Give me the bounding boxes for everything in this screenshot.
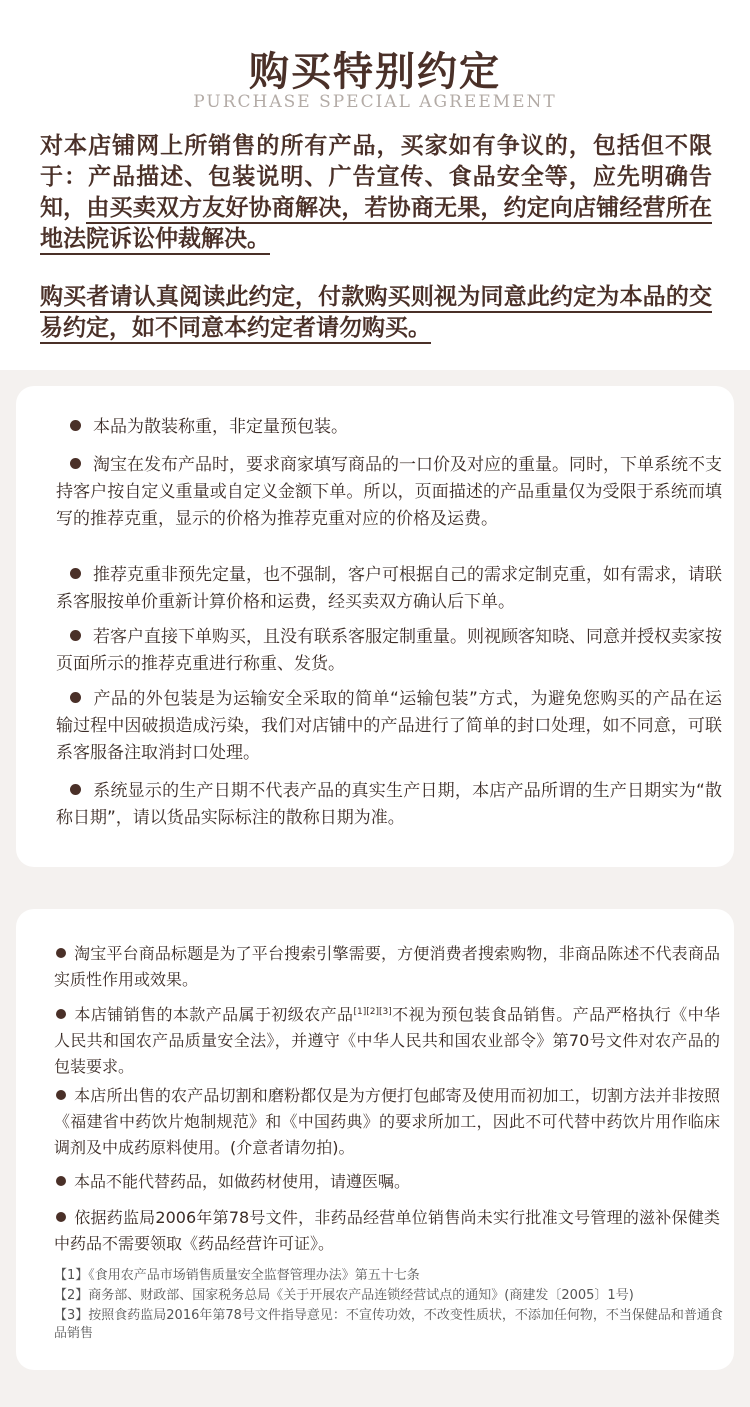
disclaimer-card xyxy=(16,909,734,1370)
intro-underlined-b: 约定向店铺经营所在地法院诉讼仲裁解决。 xyxy=(40,195,712,255)
list-item-text: 产品的外包装是为运输安全采取的简单“运输包装”方式，为避免您购买的产品在运输过程中因破损造成污染，我们对店铺中的产品进行了简单的封口处理，如不同意，可联系客服备注取消封口处理。 xyxy=(56,689,722,763)
intro-paragraph-2 xyxy=(40,282,712,344)
list-item-text: 淘宝平台商品标题是为了平台搜索引擎需要，方便消费者搜索购物，非商品陈述不代表商品实质性作用或效果。 xyxy=(54,944,720,989)
footnote-ref: [1] xyxy=(353,1007,367,1017)
bullet-icon xyxy=(70,458,81,469)
bullet-icon xyxy=(70,420,81,431)
list-item-text: 本品为散装称重，非定量预包装。 xyxy=(93,417,348,437)
page-title: 购买特别约定 xyxy=(249,49,501,95)
list-item-text: 推荐克重非预先定量，也不强制，客户可根据自己的需求定制克重，如有需求，请联系客服按单价重新计算价格和运费，经买卖双方确认后下单。 xyxy=(56,565,722,612)
list-item xyxy=(54,1083,720,1161)
intro-p2-line-b: 本品的交易约定，如不同意本约定者请勿购买。 xyxy=(40,284,712,344)
bullet-icon xyxy=(70,692,81,703)
list-item-text: 淘宝在发布产品时，要求商家填写商品的一口价及对应的重量。同时，下单系统不支持客户按自定义重量或自定义金额下单。所以，页面描述的产品重量仅为受限于系统而填写的推荐克重，显示的价格为推荐克重对应的价格及运费。 xyxy=(56,455,722,529)
list-item xyxy=(56,624,722,678)
list-item xyxy=(56,562,722,616)
header xyxy=(0,0,750,370)
bullet-icon xyxy=(56,1009,66,1019)
list-item xyxy=(56,778,722,832)
list-item-text: 若客户直接下单购买，且没有联系客服定制重量。则视顾客知晓、同意并授权卖家按页面所示的推荐克重进行称重、发货。 xyxy=(56,627,722,674)
list-item-text: 不视为预包装食品销售。产品严格执行《中华人民共和国农产品质量安全法》，并遵守《中华人民共和国农业部令》第70号文件对农产品的包装要求。 xyxy=(54,1005,720,1076)
list-item xyxy=(56,686,722,767)
list-item xyxy=(56,414,722,441)
list-item xyxy=(54,1205,720,1257)
intro-underlined-a: 由买卖双方友好协商解决，若协商无果， xyxy=(86,195,503,224)
terms-card xyxy=(16,386,734,867)
intro-paragraph-1 xyxy=(40,131,712,255)
intro-p2-line-a: 购买者请认真阅读此约定，付款购买则视为同意此约定为 xyxy=(40,284,619,313)
list-item xyxy=(54,999,720,1080)
bullet-icon xyxy=(70,568,81,579)
page-subtitle: PURCHASE SPECIAL AGREEMENT xyxy=(193,92,557,112)
list-item-text: 本店铺销售的本款产品属于初级农产品 xyxy=(74,1005,354,1024)
list-item-text: 系统显示的生产日期不代表产品的真实生产日期，本店产品所谓的生产日期实为“散称日期”，请以货品实际标注的散称日期为准。 xyxy=(56,781,722,828)
footnote: 【2】商务部、财政部、国家税务总局《关于开展农产品连锁经营试点的通知》(商建发〔2005〕1号) xyxy=(54,1288,634,1303)
footnote: 【3】按照食药监局2016年第78号文件指导意见：不宣传功效，不改变性质状，不添加任何物，不当保健品和普通食品销售 xyxy=(54,1308,723,1341)
intro-text: 对本店铺网上所销售的所有产品，买家如有争议的，包括但不限于：产品描述、包装说明、广告宣传、食品安全等，应先明确告知， xyxy=(40,133,712,221)
bullet-icon xyxy=(56,1090,66,1100)
bullet-icon xyxy=(70,630,81,641)
bullet-icon xyxy=(70,784,81,795)
bullet-icon xyxy=(56,1212,66,1222)
list-item xyxy=(56,452,722,533)
list-item xyxy=(54,941,720,993)
bullet-icon xyxy=(56,1176,66,1186)
list-item xyxy=(54,1169,720,1195)
list-item-text: 依据药监局2006年第78号文件，非药品经营单位销售尚未实行批准文号管理的滋补保健类中药品不需要领取《药品经营许可证》。 xyxy=(54,1208,720,1253)
footnote-ref: [3] xyxy=(378,1007,392,1017)
footnote: 【1】《食用农产品市场销售质量安全监督管理办法》第五十七条 xyxy=(54,1268,420,1283)
list-item-text: 本品不能代替药品，如做药材使用，请遵医嘱。 xyxy=(74,1172,411,1191)
bullet-icon xyxy=(56,948,66,958)
footnote-ref: [2] xyxy=(366,1007,379,1017)
list-item-text: 本店所出售的农产品切割和磨粉都仅是为方便打包邮寄及使用而初加工，切割方法并非按照《福建省中药饮片炮制规范》和《中国药典》的要求所加工，因此不可代替中药饮片用作临床调剂及中成药原料使用。(介意者请勿拍)。 xyxy=(54,1086,720,1157)
